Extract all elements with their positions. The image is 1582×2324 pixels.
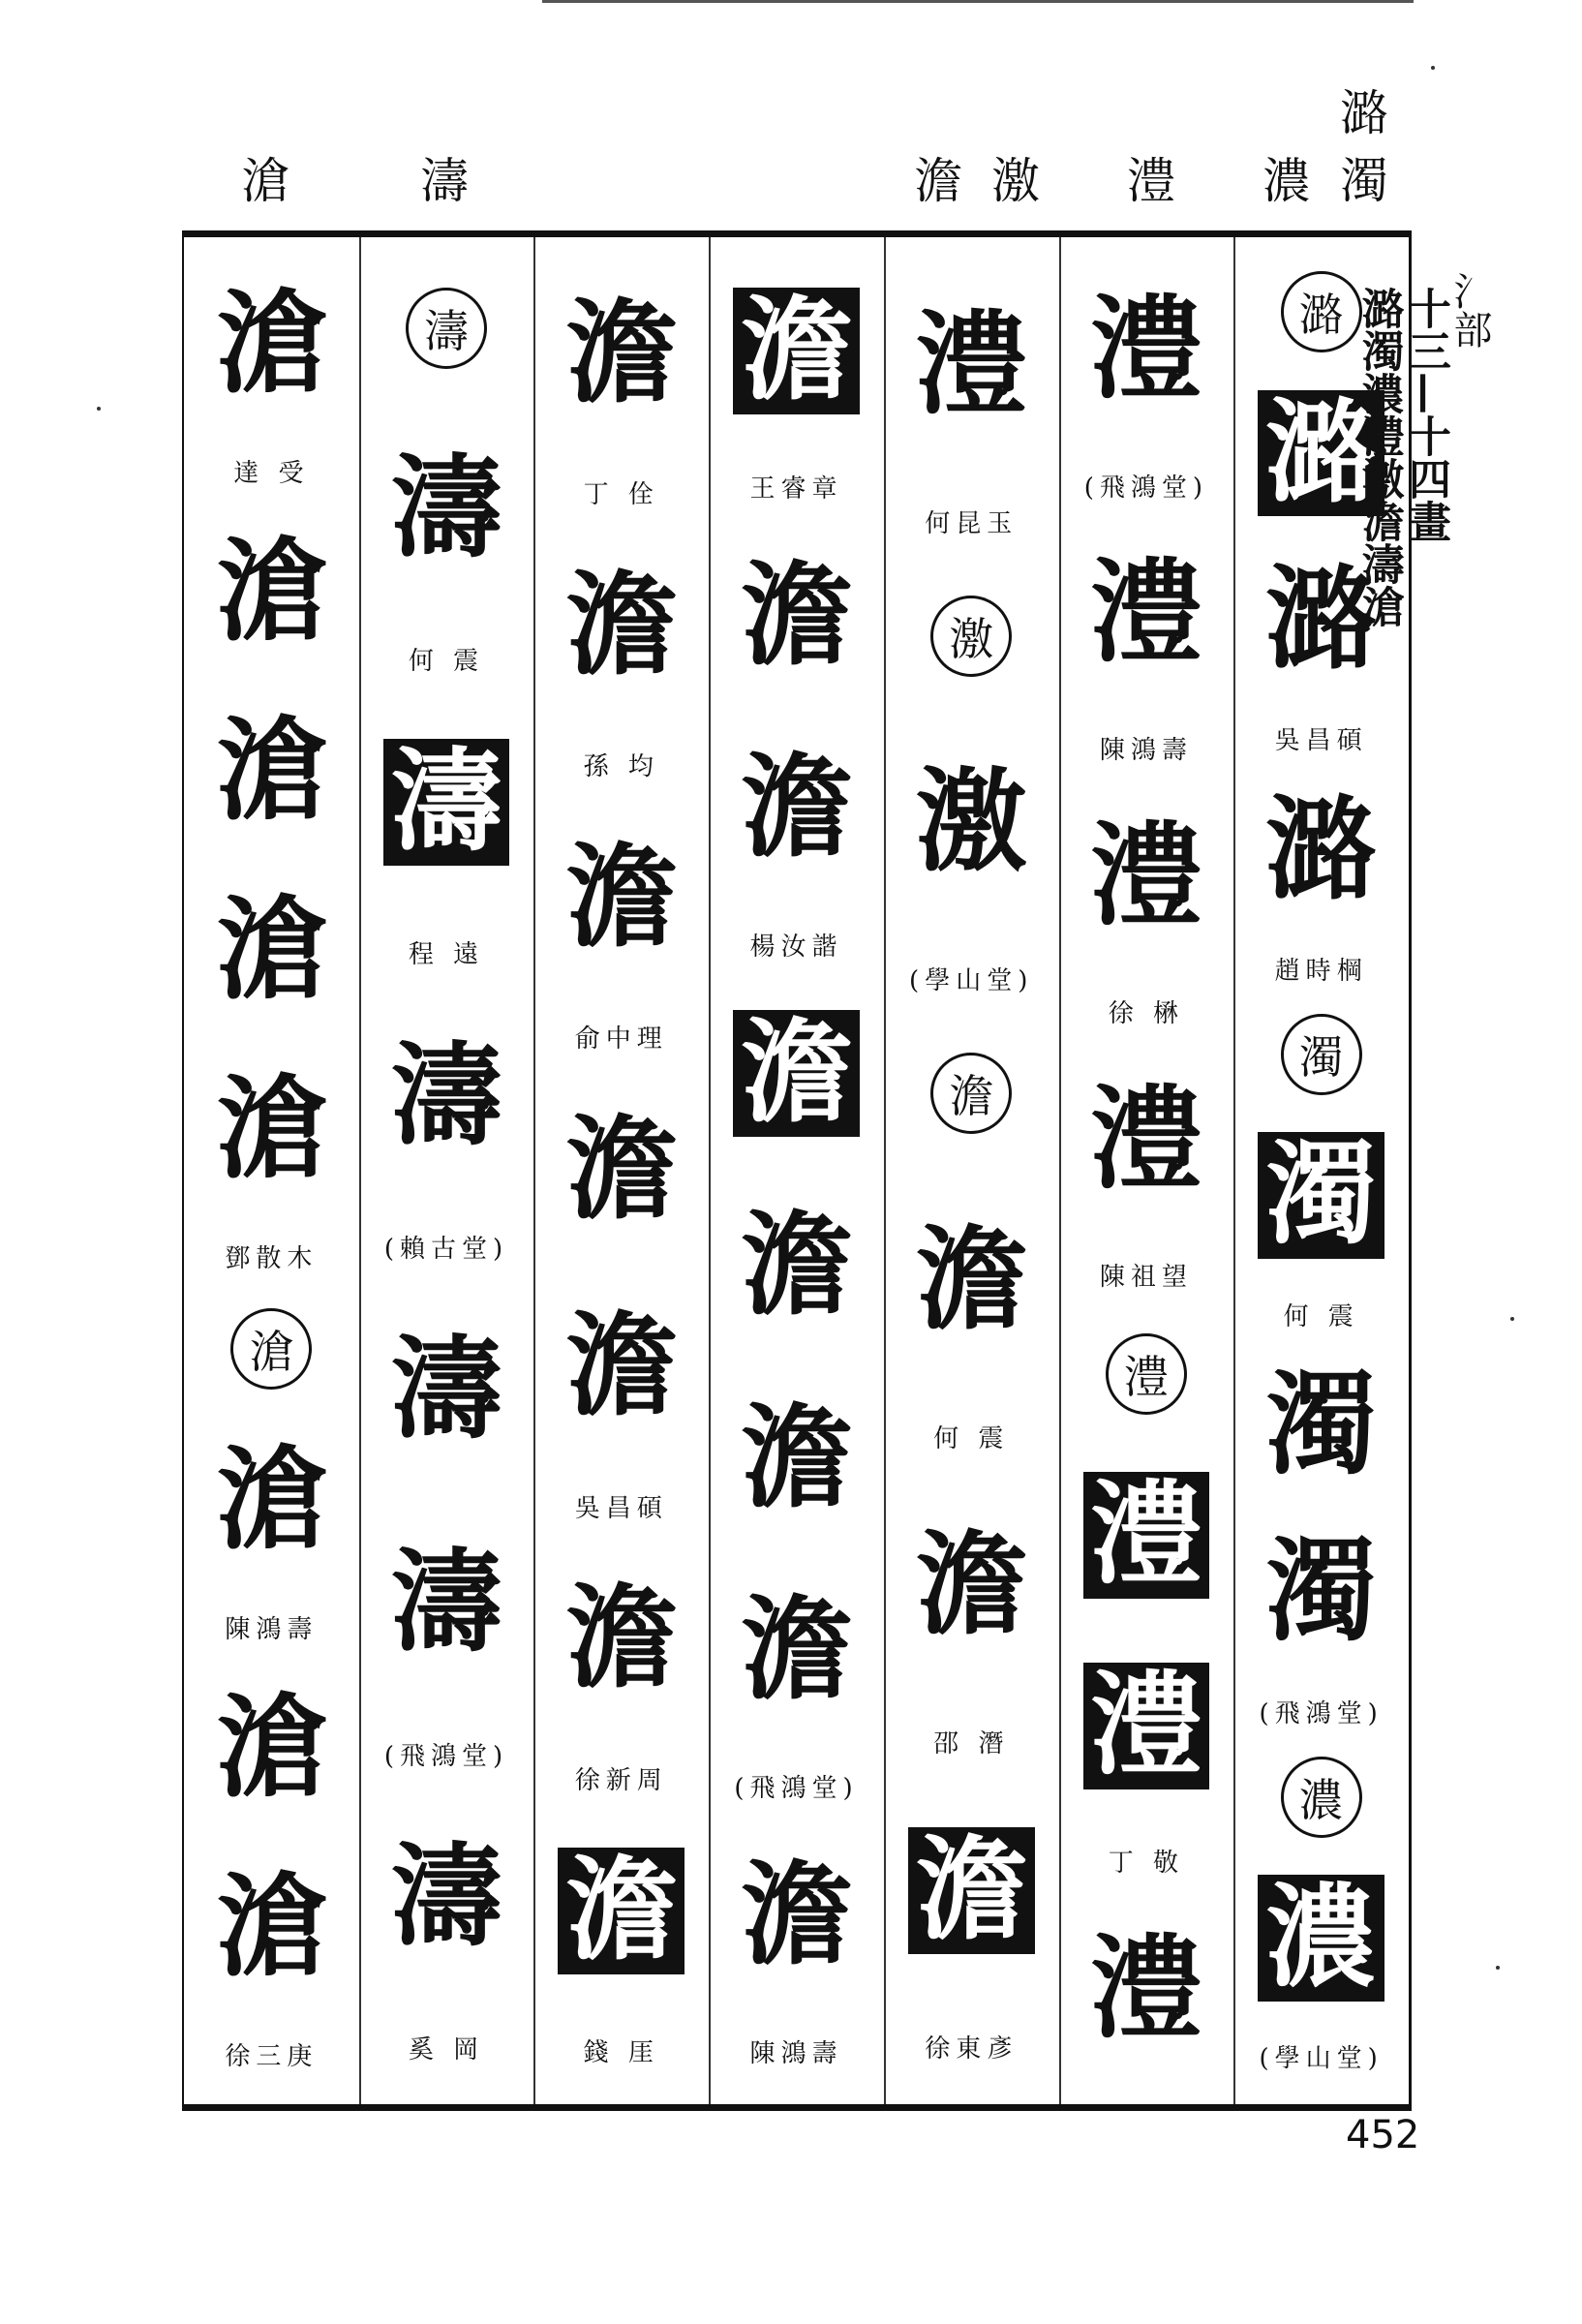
seal-column <box>533 237 709 2104</box>
artist-name: 徐東彥 <box>925 2034 1019 2064</box>
header-char: 激 <box>984 155 1040 203</box>
seal-impression: 濤 <box>383 739 510 866</box>
header-char: 濃 <box>1255 155 1311 203</box>
scan-speck <box>1510 1317 1514 1321</box>
seal-impression: 潞 <box>1265 554 1378 686</box>
seal-impression: 濁 <box>1265 1526 1378 1658</box>
artist-name: 達 受 <box>233 459 310 489</box>
artist-name: 徐 楙 <box>1108 999 1185 1029</box>
column-rule <box>709 237 711 2104</box>
seal-impression: 濤 <box>390 1831 502 1963</box>
circled-char: 澧 <box>1106 1333 1187 1415</box>
artist-name: 趙時棡 <box>1274 957 1368 986</box>
seal-impression: 澹 <box>740 1850 852 1981</box>
seal-impression: 澹 <box>740 549 852 681</box>
artist-name: (學山堂) <box>909 966 1034 996</box>
circled-char: 潞 <box>1281 271 1362 352</box>
seal-impression: 潞 <box>1265 783 1378 915</box>
seal-impression: 澹 <box>733 288 860 414</box>
seal-impression: 滄 <box>215 1434 327 1566</box>
artist-name: 錢 厓 <box>583 2038 659 2068</box>
section-label: 氵部 <box>1447 271 1492 349</box>
stroke-range: 十三—十四畫 <box>1401 287 1450 542</box>
seal-impression: 澹 <box>565 1103 678 1235</box>
artist-name: 吳昌碩 <box>1274 726 1368 756</box>
circled-char: 滄 <box>230 1308 312 1390</box>
seal-column <box>359 237 534 2104</box>
artist-name: 吳昌碩 <box>574 1494 668 1524</box>
artist-name: 王睿章 <box>749 474 843 505</box>
header-char: 滄 <box>233 155 289 203</box>
seal-column <box>184 237 359 2104</box>
artist-name: 奚 岡 <box>408 2035 485 2065</box>
artist-name: 楊汝諧 <box>749 932 843 962</box>
seal-impression: 濁 <box>1258 1132 1384 1259</box>
seal-impression: 濁 <box>1265 1360 1378 1491</box>
artist-name: (飛鴻堂) <box>1259 1698 1384 1728</box>
seal-impression: 滄 <box>215 1681 327 1813</box>
header-char: 濤 <box>412 155 469 203</box>
seal-impression: 澹 <box>740 1391 852 1523</box>
artist-name: 何 震 <box>1283 1301 1359 1331</box>
seal-impression: 澧 <box>1083 1663 1210 1789</box>
circled-char: 濃 <box>1281 1757 1362 1838</box>
circled-char: 濁 <box>1281 1014 1362 1095</box>
header-char: 澹 <box>906 155 962 203</box>
seal-impression: 澹 <box>565 831 678 963</box>
seal-impression: 澹 <box>740 1199 852 1330</box>
seal-impression: 澹 <box>565 559 678 690</box>
artist-name: (飛鴻堂) <box>1083 473 1209 503</box>
seal-impression: 濃 <box>1258 1875 1384 2002</box>
artist-name: 丁 敬 <box>1108 1849 1185 1879</box>
artist-name: 邵 潛 <box>933 1728 1010 1758</box>
artist-name: 陳鴻壽 <box>749 2039 843 2069</box>
scan-speck <box>1431 66 1435 70</box>
seal-impression: 滄 <box>215 278 327 410</box>
artist-name: 孫 均 <box>583 752 659 782</box>
artist-name: 徐三庚 <box>225 2041 319 2071</box>
column-rule <box>359 237 361 2104</box>
artist-name: (飛鴻堂) <box>734 1774 859 1804</box>
scan-speck <box>97 407 101 411</box>
seal-column <box>884 237 1059 2104</box>
artist-name: 程 遠 <box>408 940 485 970</box>
seal-column <box>709 237 884 2104</box>
seal-impression: 澹 <box>733 1010 860 1137</box>
seal-impression: 澹 <box>908 1827 1035 1954</box>
artist-name: 陳鴻壽 <box>225 1615 319 1645</box>
seal-impression: 澹 <box>740 742 852 873</box>
seal-column <box>1059 237 1234 2104</box>
circled-char: 澹 <box>930 1053 1012 1134</box>
scan-speck <box>1496 1966 1500 1970</box>
header-char: 濁 <box>1332 155 1388 203</box>
seal-impression: 澹 <box>565 1573 678 1704</box>
artist-name: 丁 佺 <box>583 480 659 510</box>
artist-name: 鄧散木 <box>225 1244 319 1274</box>
column-rule <box>533 237 535 2104</box>
side-caption <box>1354 271 1492 627</box>
seal-impression: 澹 <box>915 1518 1027 1650</box>
page-number: 452 <box>1346 2113 1420 2157</box>
seal-impression: 激 <box>915 756 1027 888</box>
circled-char: 激 <box>930 596 1012 677</box>
seal-impression: 澧 <box>915 298 1027 430</box>
seal-impression: 滄 <box>215 704 327 836</box>
seal-impression: 澹 <box>740 1584 852 1716</box>
artist-name: 陳鴻壽 <box>1099 736 1193 766</box>
artist-name: 俞中理 <box>574 1024 668 1055</box>
seal-impression: 滄 <box>215 883 327 1015</box>
artist-name: 何 震 <box>933 1423 1010 1453</box>
seal-impression: 潞 <box>1258 390 1384 517</box>
seal-impression: 澹 <box>565 1300 678 1432</box>
seal-impression: 滄 <box>215 1860 327 1992</box>
artist-name: 陳祖望 <box>1099 1263 1193 1293</box>
seal-impression: 澧 <box>1090 810 1202 942</box>
seal-impression: 濤 <box>390 1029 502 1161</box>
seal-impression: 滄 <box>215 1063 327 1195</box>
column-rule <box>1059 237 1061 2104</box>
circled-char: 濤 <box>406 288 487 369</box>
header-char: 澧 <box>1119 155 1175 203</box>
seal-impression: 澧 <box>1090 284 1202 415</box>
seal-impression: 澧 <box>1083 1472 1210 1599</box>
header-char: 潞 <box>1332 87 1388 136</box>
artist-name: (學山堂) <box>1259 2044 1384 2074</box>
seal-impression: 濤 <box>390 442 502 573</box>
artist-name: 徐新周 <box>574 1766 668 1796</box>
artist-name: (飛鴻堂) <box>383 1741 509 1771</box>
seal-impression: 澹 <box>915 1213 1027 1345</box>
seal-impression: 澹 <box>565 287 678 418</box>
seal-table <box>182 230 1412 2111</box>
seal-impression: 濤 <box>390 1324 502 1455</box>
artist-name: (賴古堂) <box>383 1234 509 1264</box>
seal-impression: 滄 <box>215 525 327 657</box>
column-rule <box>884 237 886 2104</box>
seal-impression: 澹 <box>558 1848 685 1974</box>
artist-name: 何 震 <box>408 646 485 676</box>
scan-top-edge <box>542 0 1414 3</box>
seal-impression: 澧 <box>1090 1074 1202 1206</box>
artist-name: 何昆玉 <box>925 508 1019 538</box>
seal-impression: 濤 <box>390 1537 502 1668</box>
seal-impression: 澧 <box>1090 547 1202 679</box>
column-rule <box>1233 237 1235 2104</box>
seal-impression: 澧 <box>1090 1923 1202 2055</box>
char-list: 潞濁濃澧激澹濤滄 <box>1354 287 1404 627</box>
